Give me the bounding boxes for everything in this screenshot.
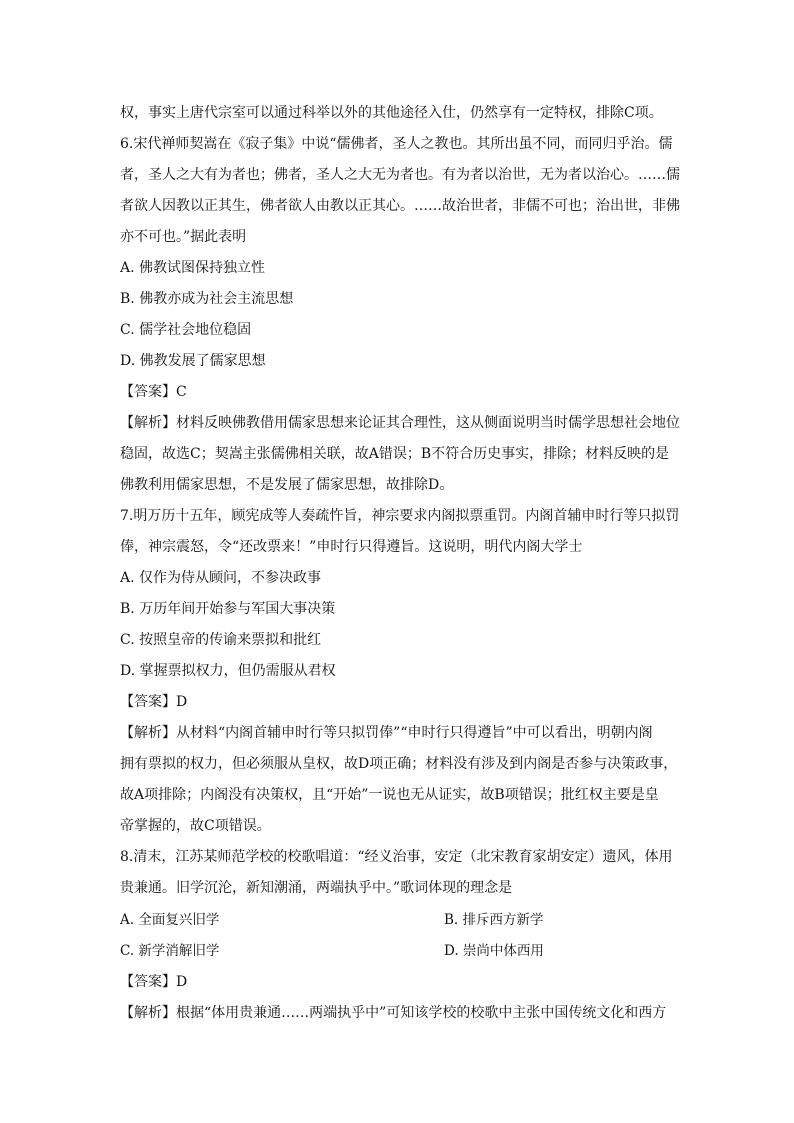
question-6-analysis: 【解析】材料反映佛教借用儒家思想来论证其合理性，这从侧面说明当时儒学思想社会地位 (120, 415, 680, 431)
question-8-analysis: 【解析】根据“体用贵兼通……两端执乎中”可知该学校的校歌中主张中国传统文化和西方 (120, 1005, 667, 1021)
question-7-analysis: 拥有票拟的权力，但必须服从皇权，故D项正确；材料没有涉及到内阁是否参与决策政事， (120, 756, 678, 772)
question-7-stem: 7.明万历十五年，顾宪成等人奏疏忤旨，神宗要求内阁拟票重罚。内阁首辅申时行等只拟罚 (120, 508, 680, 524)
question-7-answer: 【答案】D (120, 694, 188, 710)
question-8-option-a: A. 全面复兴旧学 (120, 912, 220, 928)
question-7-analysis: 故A项排除；内阁没有决策权，且“开始”一说也无从证实，故B项错误；批红权主要是皇 (120, 787, 659, 803)
question-8-option-d: D. 崇尚中体西用 (444, 943, 544, 959)
question-6-answer: 【答案】C (120, 384, 187, 400)
question-7-analysis: 帝掌握的，故C项错误。 (120, 818, 271, 834)
question-6-option-d: D. 佛教发展了儒家思想 (120, 353, 266, 369)
question-8-stem: 贵兼通。旧学沉沦，新知潮涌，两端执乎中。”歌词体现的理念是 (120, 880, 513, 896)
question-6-analysis: 稳固，故选C；契嵩主张儒佛相关联，故A错误；B不符合历史事实，排除；材料反映的是 (120, 446, 670, 462)
question-6-analysis: 佛教利用儒家思想，不是发展了儒家思想，故排除D。 (120, 477, 454, 493)
question-7-option-a: A. 仅作为侍从顾问，不参决政事 (120, 570, 322, 586)
question-7-analysis: 【解析】从材料“内阁首辅申时行等只拟罚俸”“申时行只得遵旨”中可以看出，明朝内阁 (120, 725, 653, 741)
question-7-stem: 俸，神宗震怒，令“还改票来！”申时行只得遵旨。这说明，明代内阁大学士 (120, 539, 583, 555)
question-6-option-c: C. 儒学社会地位稳固 (120, 322, 252, 338)
question-8-answer: 【答案】D (120, 974, 188, 990)
question-6-stem: 者欲人因教以正其生，佛者欲人由教以正其心。……故治世者，非儒不可也；治出世，非佛 (120, 198, 680, 214)
question-6-option-b: B. 佛教亦成为社会主流思想 (120, 291, 294, 307)
question-6-option-a: A. 佛教试图保持独立性 (120, 260, 266, 276)
question-8-option-c: C. 新学消解旧学 (120, 943, 220, 959)
question-6-stem: 亦不可也。”据此表明 (120, 229, 247, 245)
question-6-stem: 者，圣人之大有为者也；佛者，圣人之大无为者也。有为者以治世，无为者以治心。……儒 (120, 167, 680, 183)
question-7-option-c: C. 按照皇帝的传谕来票拟和批红 (120, 632, 322, 648)
paragraph-line: 权，事实上唐代宗室可以通过科举以外的其他途径入仕，仍然享有一定特权，排除C项。 (120, 105, 663, 121)
question-7-option-b: B. 万历年间开始参与军国大事决策 (120, 601, 336, 617)
question-6-stem: 6.宋代禅师契嵩在《寂子集》中说“儒佛者，圣人之教也。其所出虽不同，而同归乎治。儒 (120, 136, 673, 152)
question-7-option-d: D. 掌握票拟权力，但仍需服从君权 (120, 663, 336, 679)
question-8-option-b: B. 排斥西方新学 (444, 912, 544, 928)
question-8-stem: 8.清末，江苏某师范学校的校歌唱道：“经义治事，安定（北宋教育家胡安定）遗风，体用 (120, 849, 673, 865)
